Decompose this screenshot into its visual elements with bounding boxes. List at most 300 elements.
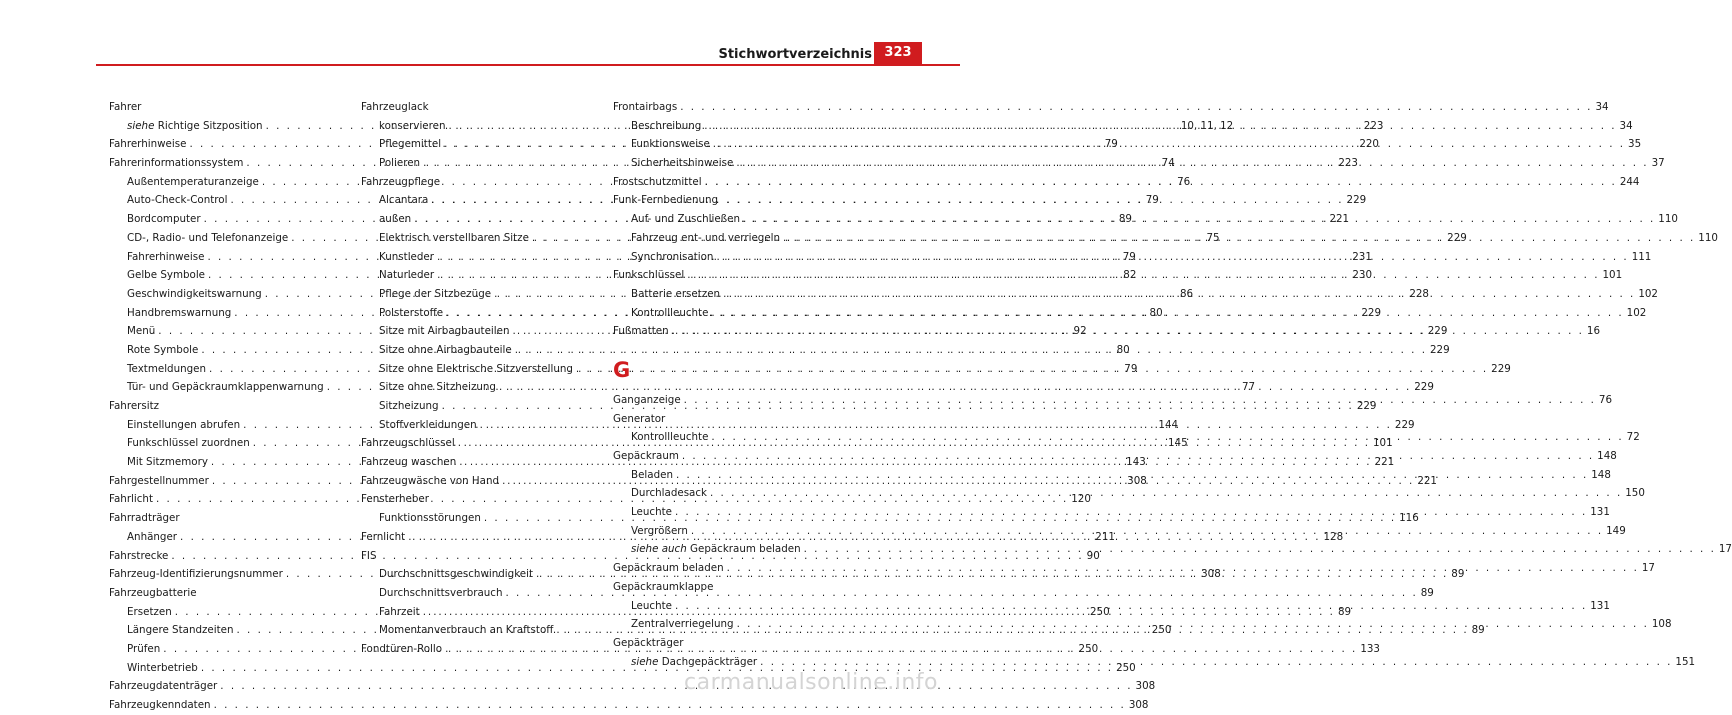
entry-term	[379, 135, 441, 154]
entry-term	[379, 266, 434, 285]
entry-term	[613, 322, 669, 341]
entry-term-text: Fahrzeugwäsche von Hand	[361, 474, 500, 487]
entry-term	[379, 416, 477, 435]
entry-term	[379, 117, 446, 136]
entry-term-text: Fensterheber	[361, 493, 429, 506]
entry-term	[109, 509, 180, 528]
index-entry	[361, 173, 601, 192]
entry-page-numbers: 10, 11, 12	[1180, 119, 1234, 132]
entry-term	[127, 603, 172, 622]
entry-term	[127, 378, 324, 397]
entry-term	[109, 98, 141, 117]
index-entry	[109, 509, 349, 528]
dot-leader	[723, 285, 1635, 304]
index-letter-heading: G	[613, 357, 631, 382]
entry-term-text: Fahrzeug-Identifizierungsnummer	[109, 568, 283, 581]
entry-term-text: Sitze ohne Sitzheizung	[379, 381, 496, 394]
entry-term-text: Batterie ersetzen	[631, 287, 721, 300]
entry-page-numbers: 250	[1151, 624, 1172, 637]
entry-term-text: Anhänger	[127, 530, 178, 543]
entry-term-text: Beladen	[631, 468, 673, 481]
entry-term	[631, 466, 673, 485]
entry-term-text: Fahrzeit	[379, 605, 420, 618]
dot-leader	[682, 447, 1594, 466]
entry-term	[109, 397, 159, 416]
entry-page-numbers: 229	[1429, 343, 1450, 356]
entry-term	[379, 304, 443, 323]
entry-page-numbers: 110	[1698, 231, 1718, 244]
entry-term	[379, 322, 510, 341]
entry-term	[109, 490, 153, 509]
entry-page-numbers: 116	[1399, 512, 1419, 525]
dot-leader	[737, 615, 1649, 634]
entry-term-text: Kunstleder	[379, 250, 434, 263]
entry-term-text: Kontrollleuchte	[631, 306, 709, 319]
dot-leader	[736, 154, 1648, 173]
entry-term	[127, 640, 160, 659]
dot-leader	[676, 466, 1588, 485]
entry-page-numbers: 102	[1626, 306, 1647, 319]
entry-term	[631, 285, 720, 304]
entry-page-numbers: 221	[1417, 474, 1437, 487]
see-reference: siehe auch	[631, 543, 687, 556]
entry-page-numbers: 101	[1372, 437, 1393, 450]
entry-page-numbers: 229	[1414, 381, 1434, 394]
entry-term-text: Längere Standzeiten	[127, 624, 234, 637]
entry-term-text: Ganganzeige	[613, 393, 681, 406]
entry-page-numbers: 102	[1638, 287, 1658, 300]
entry-term-text: Gepäckraum beladen	[690, 543, 801, 556]
entry-page-numbers: 230	[1352, 269, 1373, 282]
entry-page-numbers: 79	[1104, 138, 1118, 151]
entry-term-text: Einstellungen abrufen	[127, 418, 241, 431]
entry-term	[613, 559, 724, 578]
entry-page-numbers: 89	[1118, 213, 1132, 226]
dot-leader	[760, 653, 1672, 672]
entry-page-numbers: 308	[1128, 699, 1149, 711]
entry-term-text: Fahrer	[109, 101, 142, 113]
index-entry	[109, 696, 1149, 715]
entry-term-text: Prüfen	[127, 642, 161, 655]
entry-page-numbers: 229	[1427, 325, 1448, 338]
entry-term	[379, 509, 481, 528]
entry-term	[127, 621, 234, 640]
entry-page-numbers: 74	[1161, 157, 1175, 170]
entry-page-numbers: 131	[1590, 506, 1610, 519]
entry-page-numbers: 244	[1619, 175, 1640, 188]
entry-term-text: Tür- und Gepäckraumklappenwarnung	[127, 381, 324, 394]
entry-page-numbers: 250	[1116, 661, 1136, 674]
dot-leader	[675, 503, 1587, 522]
dot-leader	[214, 696, 1126, 715]
entry-term-text: Elektrisch verstellbaren Sitze	[379, 231, 529, 244]
entry-page-numbers: 221	[1329, 213, 1350, 226]
entry-term-text: Ersetzen	[127, 605, 172, 618]
entry-term	[631, 615, 734, 634]
entry-term-text: Auf- und Zuschließen	[631, 213, 741, 226]
index-entry	[613, 98, 1609, 117]
entry-term-text: konservieren	[379, 119, 446, 132]
entry-term-text: Fahrradträger	[109, 512, 180, 525]
entry-page-numbers: 72	[1626, 431, 1640, 444]
entry-term	[631, 503, 672, 522]
entry-term-text: CD-, Radio- und Telefonanzeige	[127, 231, 289, 244]
entry-term-text: Gepäckträger	[613, 636, 684, 649]
entry-term	[613, 173, 702, 192]
entry-term-text: Funktionsstörungen	[379, 512, 481, 525]
entry-term-text: Leuchte	[631, 506, 672, 519]
entry-term-text: Fernlicht	[361, 530, 406, 543]
entry-term	[631, 653, 757, 672]
entry-term	[127, 304, 231, 323]
entry-page-numbers: 80	[1149, 306, 1163, 319]
entry-term-text: Fahrzeugbatterie	[109, 586, 197, 599]
dot-leader	[804, 540, 1716, 559]
entry-term	[361, 173, 440, 192]
entry-term	[361, 528, 405, 547]
entry-term	[109, 135, 186, 154]
dot-leader	[684, 391, 1596, 410]
entry-page-numbers: 79	[1124, 362, 1138, 375]
entry-term	[631, 540, 801, 559]
entry-term	[613, 266, 684, 285]
section-title: Stichwortverzeichnis	[718, 47, 872, 62]
entry-page-numbers: 79	[1145, 194, 1159, 207]
entry-term-text: Handbremswarnung	[127, 306, 232, 319]
entry-term	[127, 528, 177, 547]
dot-leader	[713, 135, 1625, 154]
entry-page-numbers: 308	[1127, 474, 1147, 487]
dot-leader	[431, 191, 1343, 210]
entry-term-text: Momentanverbrauch an Kraftstoff	[379, 624, 554, 637]
entry-term-text: Funk-Fernbedienung	[613, 194, 719, 207]
entry-term-text: Funktionsweise	[631, 138, 710, 151]
dot-leader	[711, 428, 1623, 447]
entry-page-numbers: 128	[1323, 530, 1344, 543]
entry-term-text: Fahrzeug waschen	[361, 456, 457, 469]
entry-page-numbers: 221	[1374, 456, 1395, 469]
entry-term-text: Sitze ohne Elektrische Sitzverstellung	[379, 362, 573, 375]
entry-term	[127, 191, 227, 210]
entry-page-numbers: 90	[1086, 549, 1100, 562]
entry-term	[127, 117, 263, 136]
entry-term	[127, 248, 204, 267]
entry-term	[109, 584, 197, 603]
entry-page-numbers: 110	[1658, 213, 1678, 226]
entry-term-text: Gelbe Symbole	[127, 269, 206, 282]
entry-term	[613, 634, 683, 653]
entry-page-numbers: 223	[1338, 157, 1358, 170]
entry-term	[613, 578, 713, 597]
dot-leader	[704, 117, 1616, 136]
dot-leader	[716, 248, 1628, 267]
entry-term	[379, 603, 420, 622]
entry-page-numbers: 34	[1595, 101, 1609, 113]
entry-term-text: Gepäckraumklappe	[613, 580, 714, 593]
entry-term-text: Fondtüren-Rollo	[361, 642, 443, 655]
watermark: carmanualsonline.info	[684, 670, 938, 695]
dot-leader	[743, 210, 1655, 229]
entry-page-numbers: 75	[1206, 231, 1220, 244]
entry-term	[631, 597, 672, 616]
entry-page-numbers: 76	[1598, 393, 1613, 406]
index-entry	[109, 584, 349, 603]
entry-term-text: Durchschnittsverbrauch	[379, 586, 503, 599]
entry-term-text: Sitze ohne Airbagbauteile	[379, 343, 512, 356]
entry-term-text: Alcantara	[379, 194, 429, 207]
entry-page-numbers: 89	[1451, 568, 1465, 581]
entry-term	[127, 322, 155, 341]
entry-term-text: Fahrzeugschlüssel	[361, 437, 455, 450]
dot-leader	[680, 98, 1592, 117]
entry-term-text: Bordcomputer	[127, 213, 201, 226]
entry-term-text: außen	[379, 213, 412, 226]
entry-term	[127, 266, 205, 285]
entry-term	[631, 522, 688, 541]
entry-term-text: Dachgepäckträger	[661, 655, 758, 668]
entry-term-text: Fahrzeuglack	[361, 101, 429, 113]
entry-page-numbers: 34	[1619, 119, 1633, 132]
index-entry	[613, 634, 853, 653]
entry-term-text: Fahrerhinweise	[109, 138, 187, 151]
entry-term-text: Fahrerinformationssystem	[109, 157, 244, 170]
entry-term	[379, 378, 496, 397]
entry-term	[379, 229, 529, 248]
entry-page-numbers: 35	[1628, 138, 1642, 151]
entry-term	[379, 584, 502, 603]
dot-leader	[705, 173, 1617, 192]
entry-term	[631, 135, 710, 154]
entry-page-numbers: 229	[1491, 362, 1511, 375]
entry-page-numbers: 250	[1090, 605, 1110, 618]
entry-term	[631, 304, 708, 323]
entry-page-numbers: 220	[1359, 138, 1379, 151]
entry-term-text: Fahrersitz	[109, 400, 160, 412]
entry-term-text: Kontrollleuchte	[631, 431, 709, 444]
entry-term-text: Gepäckraum beladen	[613, 562, 724, 575]
entry-term-text: Fußmatten	[613, 325, 669, 338]
dot-leader	[687, 266, 1599, 285]
entry-term-text: Fahrzeug ent- und verriegeln	[631, 231, 781, 244]
entry-term	[127, 453, 208, 472]
index-entry	[613, 191, 853, 210]
entry-term	[127, 341, 198, 360]
entry-term-text: Funkschlüssel zuordnen	[127, 437, 250, 450]
entry-term-text: Rote Symbole	[127, 343, 199, 356]
entry-term-text: Sitzheizung	[379, 400, 439, 412]
entry-term	[379, 248, 434, 267]
see-reference: siehe	[127, 119, 155, 132]
entry-term-text: Synchronisation	[631, 250, 714, 263]
entry-page-numbers: 150	[1625, 487, 1645, 500]
entry-term	[361, 98, 429, 117]
entry-term	[127, 229, 288, 248]
entry-term-text: Richtige Sitzposition	[157, 119, 263, 132]
entry-term-text: Zentralverriegelung	[631, 618, 734, 631]
header-rule	[96, 64, 960, 66]
dot-leader	[675, 597, 1587, 616]
entry-page-numbers: 133	[1360, 642, 1380, 655]
index-entry	[361, 547, 601, 566]
entry-page-numbers: 250	[1078, 642, 1099, 655]
index-entry	[613, 578, 853, 597]
entry-term-text: Polsterstoffe	[379, 306, 444, 319]
entry-term	[613, 447, 679, 466]
entry-term	[361, 490, 429, 509]
entry-term-text: Durchschnittsgeschwindigkeit	[379, 568, 534, 581]
entry-term-text: Leuchte	[631, 599, 672, 612]
entry-term-text: Fahrlicht	[109, 493, 153, 506]
entry-term	[379, 621, 553, 640]
entry-term	[127, 434, 250, 453]
page-number: 323	[874, 42, 922, 64]
entry-page-numbers: 229	[1394, 418, 1415, 431]
entry-term	[361, 547, 377, 566]
entry-term-text: Fahrgestellnummer	[109, 474, 209, 487]
entry-page-numbers: 229	[1356, 400, 1377, 412]
entry-page-numbers: 89	[1337, 605, 1352, 618]
entry-term	[379, 341, 512, 360]
entry-term	[127, 416, 240, 435]
entry-page-numbers: 151	[1675, 655, 1696, 668]
entry-term-text: Funkschlüssel	[613, 269, 685, 282]
entry-term-text: Sicherheitshinweise	[631, 157, 734, 170]
entry-page-numbers: 17	[1641, 562, 1655, 575]
entry-page-numbers: 92	[1073, 325, 1087, 338]
entry-term	[631, 248, 713, 267]
entry-term	[109, 565, 283, 584]
entry-term	[631, 210, 740, 229]
entry-term-text: Gepäckraum	[613, 450, 679, 462]
dot-leader	[727, 559, 1639, 578]
entry-page-numbers: 144	[1158, 418, 1179, 431]
entry-page-numbers: 79	[1122, 250, 1136, 263]
entry-page-numbers: 228	[1409, 287, 1429, 300]
entry-term-text: Menü	[127, 325, 156, 338]
entry-page-numbers: 37	[1651, 157, 1665, 170]
entry-page-numbers: 76	[1177, 175, 1191, 188]
entry-page-numbers: 229	[1447, 231, 1467, 244]
entry-term-text: Stoffverkleidungen	[379, 418, 477, 431]
entry-page-numbers: 229	[1346, 194, 1367, 207]
index-entry	[109, 98, 349, 117]
entry-term	[379, 154, 420, 173]
entry-page-numbers: 231	[1352, 250, 1372, 263]
entry-term	[127, 173, 259, 192]
entry-term-text: Generator	[613, 412, 666, 425]
entry-term	[613, 98, 677, 117]
entry-term	[379, 397, 439, 416]
entry-term	[631, 484, 707, 503]
entry-page-numbers: 80	[1116, 343, 1130, 356]
entry-term	[127, 210, 201, 229]
entry-term	[361, 453, 456, 472]
entry-term-text: Textmeldungen	[127, 362, 207, 375]
entry-term	[631, 428, 708, 447]
entry-page-numbers: 89	[1420, 586, 1434, 599]
index-entry	[361, 98, 601, 117]
entry-page-numbers: 211	[1095, 530, 1115, 543]
entry-term-text: Vergrößern	[631, 524, 688, 537]
dot-leader	[672, 322, 1584, 341]
entry-term-text: FIS	[361, 549, 377, 562]
entry-term-text: Polieren	[379, 157, 421, 170]
entry-term-text: Mit Sitzmemory	[127, 456, 208, 469]
entry-term	[379, 565, 533, 584]
entry-term-text: Beschreibung	[631, 119, 702, 132]
entry-page-numbers: 149	[1606, 524, 1626, 537]
entry-term	[613, 391, 681, 410]
entry-page-numbers: 86	[1179, 287, 1194, 300]
entry-term-text: Frostschutzmittel	[613, 175, 702, 188]
entry-term-text: Winterbetrieb	[127, 661, 198, 674]
entry-term-text: Pflege der Sitzbezüge	[379, 287, 492, 300]
index-entry	[361, 490, 601, 509]
dot-leader	[691, 522, 1603, 541]
entry-term-text: Fahrzeugkenndaten	[109, 699, 211, 711]
entry-term	[361, 472, 499, 491]
entry-term-text: Fahrzeugdatenträger	[109, 680, 218, 693]
entry-term	[379, 360, 573, 379]
entry-term-text: Auto-Check-Control	[127, 194, 228, 207]
entry-page-numbers: 148	[1597, 450, 1617, 462]
entry-page-numbers: 77	[1241, 381, 1256, 394]
entry-term	[379, 210, 411, 229]
entry-page-numbers: 229	[1361, 306, 1382, 319]
entry-term	[109, 472, 209, 491]
entry-term-text: Durchladesack	[631, 487, 707, 500]
entry-page-numbers: 223	[1363, 119, 1384, 132]
entry-page-numbers: 148	[1591, 468, 1611, 481]
entry-term-text: Geschwindigkeitswarnung	[127, 287, 262, 300]
entry-page-numbers: 17	[1718, 543, 1732, 556]
entry-term	[613, 410, 665, 429]
entry-term	[361, 640, 442, 659]
dot-leader	[711, 304, 1623, 323]
entry-page-numbers: 111	[1631, 250, 1652, 263]
entry-term	[631, 117, 701, 136]
see-reference: siehe	[631, 655, 659, 668]
index-entry	[613, 410, 853, 429]
dot-leader	[710, 484, 1622, 503]
entry-term-text: Sitze mit Airbagbauteilen	[379, 325, 510, 338]
entry-term-text: Pflegemittel	[379, 138, 442, 151]
entry-term-text: Fahrzeugpflege	[361, 175, 441, 188]
entry-term-text: Naturleder	[379, 269, 435, 282]
entry-page-numbers: 143	[1126, 456, 1146, 469]
entry-term	[631, 229, 780, 248]
entry-term-text: Fahrstrecke	[109, 549, 169, 562]
entry-page-numbers: 308	[1135, 680, 1156, 693]
entry-term	[109, 547, 168, 566]
entry-term	[379, 191, 428, 210]
entry-term	[379, 285, 491, 304]
entry-page-numbers: 16	[1586, 325, 1601, 338]
entry-term	[631, 154, 733, 173]
entry-term-text: Außentemperaturanzeige	[127, 175, 259, 188]
entry-term	[109, 696, 211, 715]
entry-page-numbers: 131	[1590, 599, 1610, 612]
dot-leader	[783, 229, 1695, 248]
entry-page-numbers: 101	[1602, 269, 1623, 282]
entry-term-text: Fahrerhinweise	[127, 250, 205, 263]
entry-page-numbers: 82	[1123, 269, 1137, 282]
entry-page-numbers: 308	[1201, 568, 1221, 581]
entry-term	[127, 285, 262, 304]
entry-term	[613, 191, 718, 210]
entry-page-numbers: 108	[1651, 618, 1672, 631]
entry-term	[361, 434, 455, 453]
